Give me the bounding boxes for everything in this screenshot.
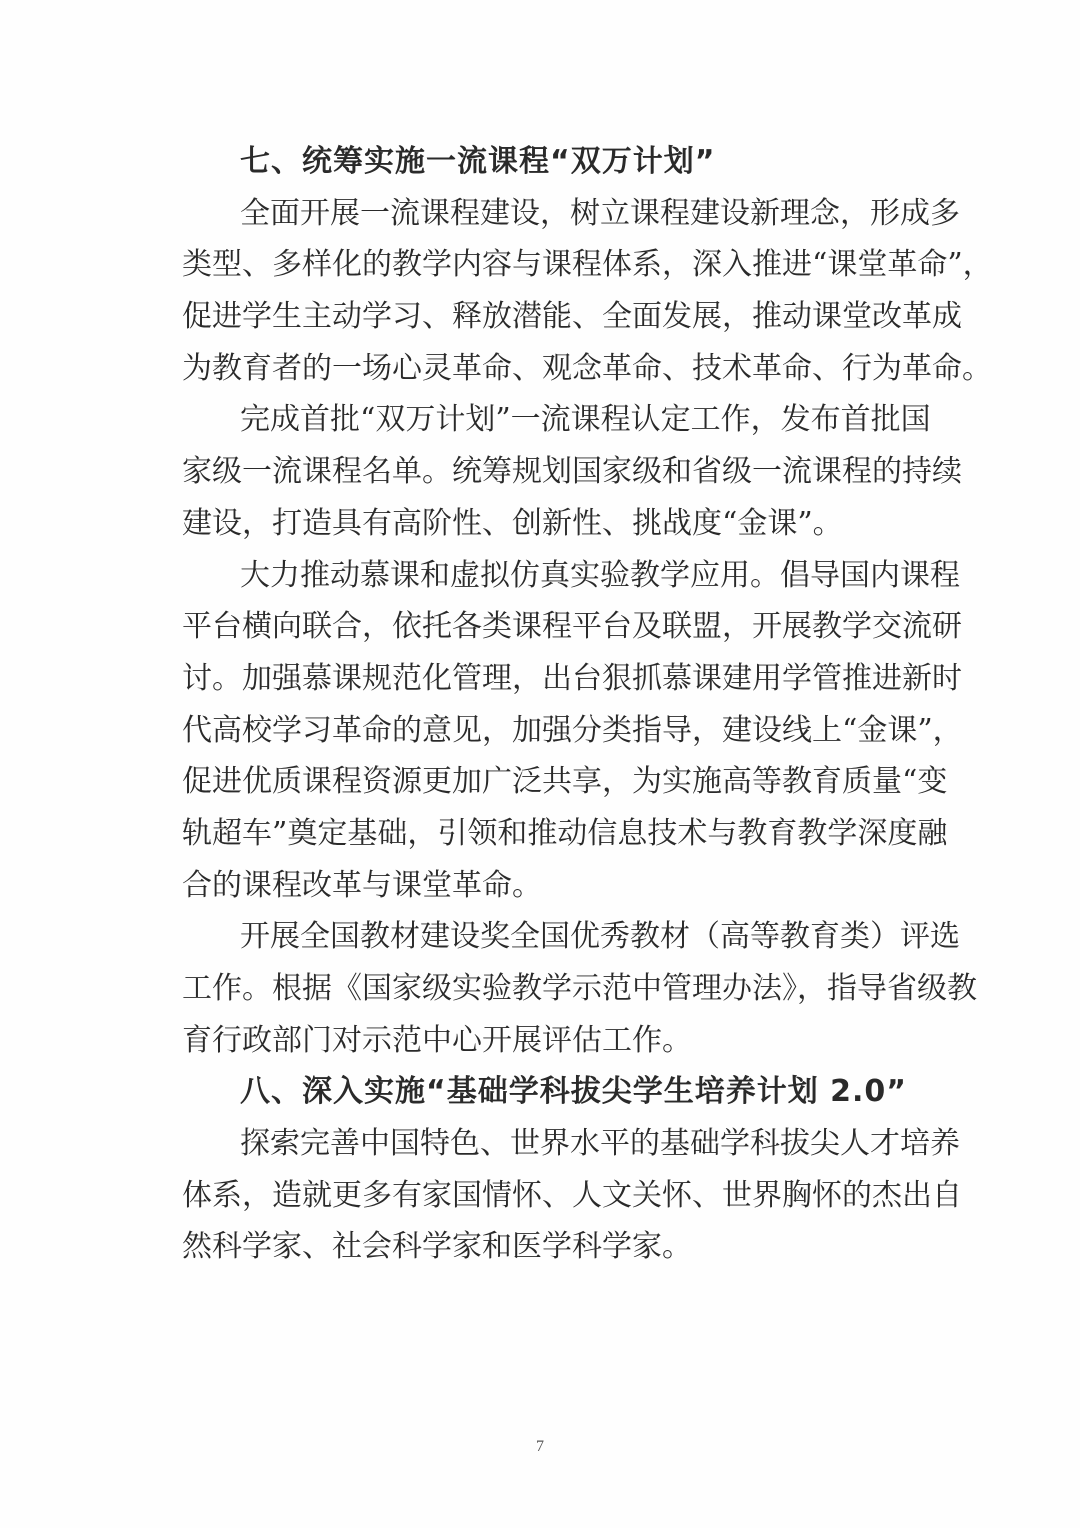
paragraph-line: 完成首批“双万计划”一流课程认定工作，发布首批国: [240, 402, 931, 438]
paragraph-line: 类型、多样化的教学内容与课程体系，深入推进“课堂革命”，: [182, 247, 993, 283]
paragraph-3: [182, 550, 963, 912]
paragraph-line: 促进优质课程资源更加广泛共享，为实施高等教育质量“变: [182, 764, 948, 800]
page-number: 7: [536, 1438, 544, 1455]
paragraph-line: 然科学家、社会科学家和医学科学家。: [182, 1229, 692, 1265]
paragraph-line: 合的课程改革与课堂革命。: [182, 867, 542, 903]
paragraph-line: 促进学生主动学习、释放潜能、全面发展，推动课堂改革成: [182, 299, 962, 335]
paragraph-1: [182, 188, 993, 395]
paragraph-line: 代高校学习革命的意见，加强分类指导，建设线上“金课”，: [182, 712, 963, 748]
paragraph-line: 轨超车”奠定基础，引领和推动信息技术与教育教学深度融: [182, 815, 948, 851]
paragraph-line: 讨。加强慕课规范化管理，出台狠抓慕课建用学管推进新时: [182, 660, 962, 696]
paragraph-line: 体系，造就更多有家国情怀、人文关怀、世界胸怀的杰出自: [182, 1177, 962, 1213]
paragraph-5: [182, 1118, 962, 1273]
paragraph-line: 工作。根据《国家级实验教学示范中管理办法》，指导省级教: [182, 971, 977, 1006]
page-body: [182, 136, 993, 1273]
paragraph-line: 全面开展一流课程建设，树立课程建设新理念，形成多: [240, 195, 960, 231]
paragraph-line: 开展全国教材建设奖全国优秀教材（高等教育类）评选: [240, 919, 960, 955]
paragraph-line: 建设，打造具有高阶性、创新性、挑战度“金课”。: [182, 505, 843, 541]
paragraph-line: 探索完善中国特色、世界水平的基础学科拔尖人才培养: [240, 1126, 960, 1162]
paragraph-line: 育行政部门对示范中心开展评估工作。: [182, 1022, 692, 1058]
paragraph-line: 为教育者的一场心灵革命、观念革命、技术革命、行为革命。: [182, 350, 992, 386]
paragraph-line: 大力推动慕课和虚拟仿真实验教学应用。倡导国内课程: [240, 557, 960, 593]
paragraph-line: 家级一流课程名单。统筹规划国家级和省级一流课程的持续: [182, 454, 962, 490]
paragraph-4: [182, 911, 977, 1066]
section-heading-7: 七、统筹实施一流课程“双万计划”: [240, 144, 716, 179]
paragraph-line: 平台横向联合，依托各类课程平台及联盟，开展教学交流研: [182, 609, 962, 645]
section-heading-8: 八、深入实施“基础学科拔尖学生培养计划 2.0”: [240, 1074, 908, 1110]
paragraph-2: [182, 394, 962, 549]
